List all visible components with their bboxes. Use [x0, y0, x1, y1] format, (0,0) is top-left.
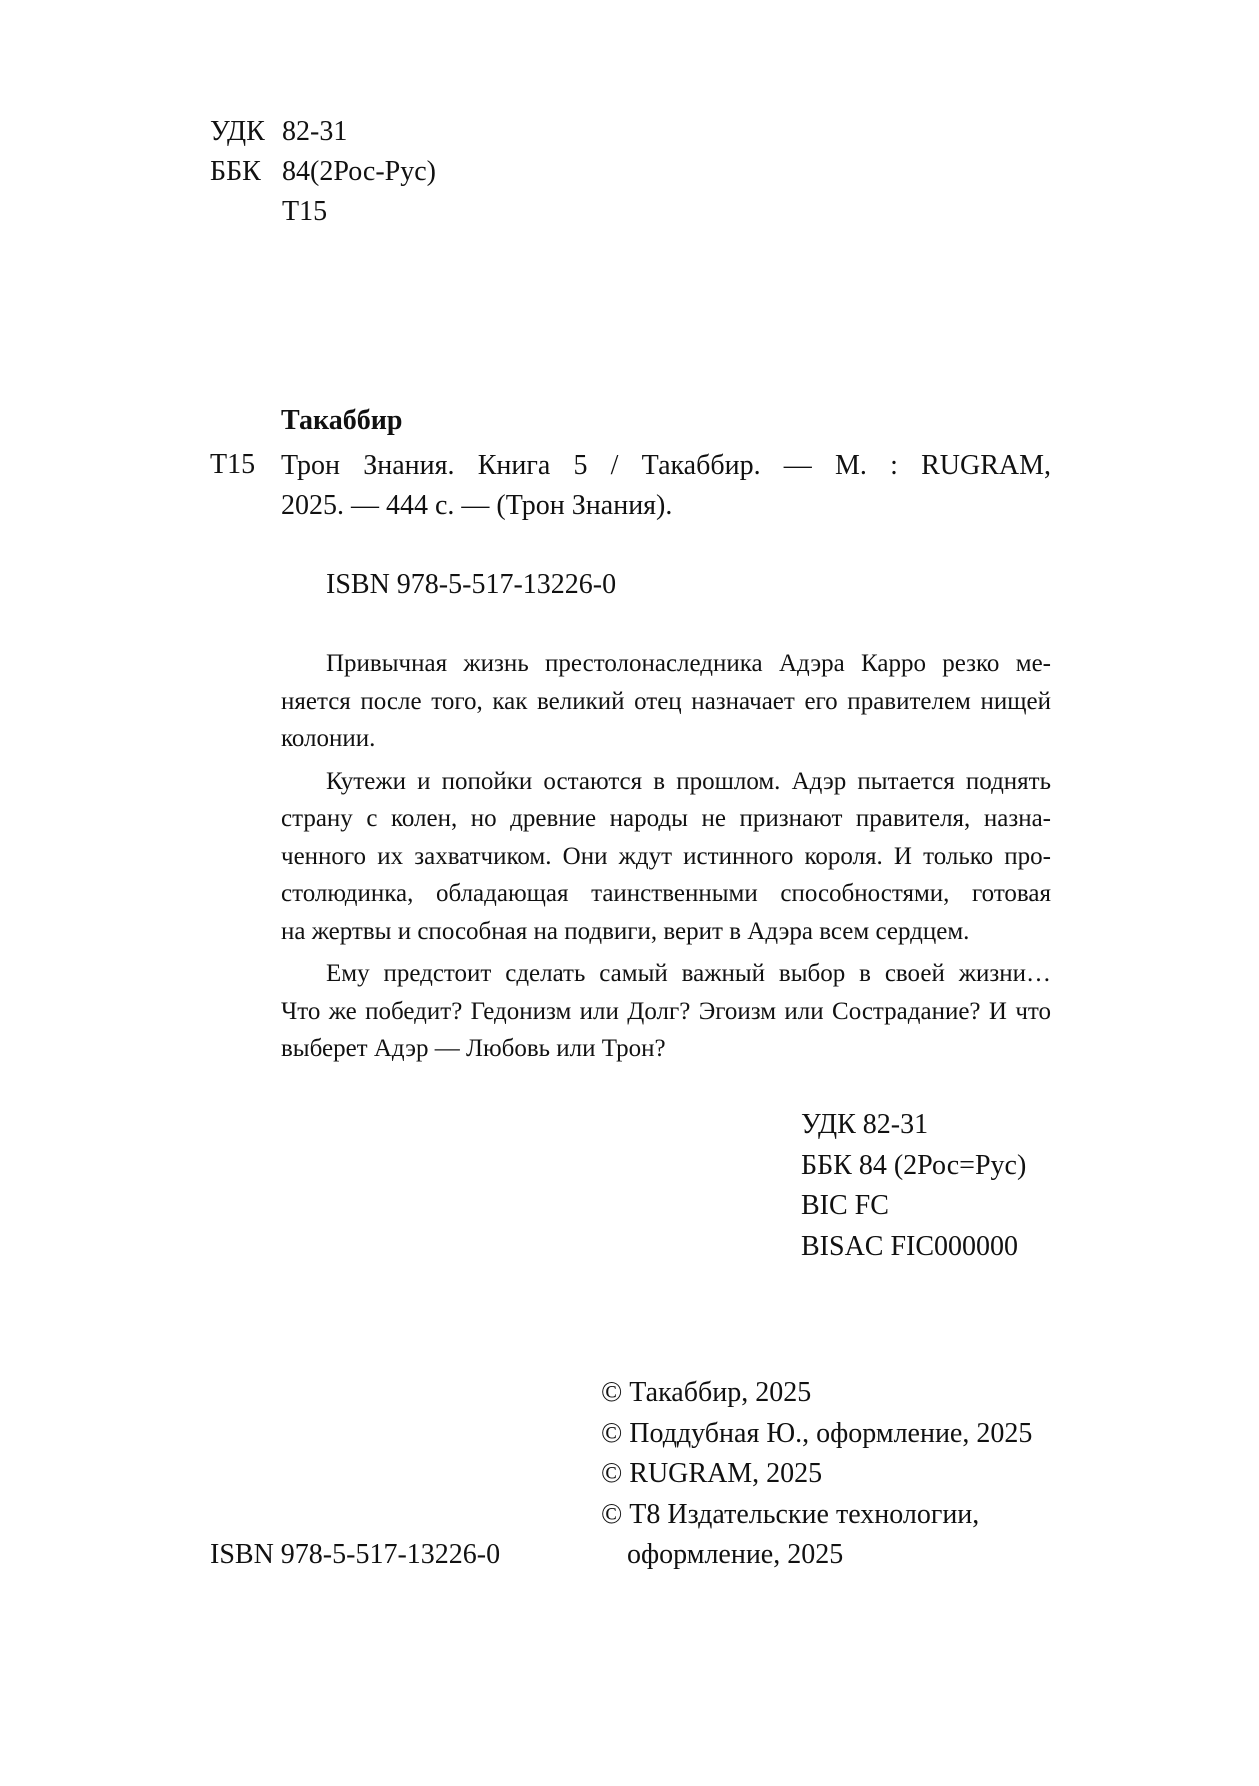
- bibliographic-record: [281, 446, 1051, 526]
- author-heading: Такаббир: [281, 405, 403, 436]
- classification-line: ББК 84 (2Рос=Рус): [801, 1149, 1027, 1181]
- annotation-line: столюдинка, обладающая таинственными способностями, готовая: [281, 880, 1051, 907]
- classification-value: 82-31: [282, 116, 348, 147]
- classification-line: УДК 82-31: [801, 1109, 929, 1140]
- bibliographic-line: 2025. — 444 с. — (Трон Знания).: [281, 490, 673, 521]
- copyright-line: © Такаббир, 2025: [601, 1377, 812, 1408]
- annotation-line: ченного их захватчиком. Они ждут истинного короля. И только про-: [281, 842, 1051, 870]
- copyright-line: © RUGRAM, 2025: [601, 1458, 823, 1489]
- classification-key: ББК: [210, 156, 261, 187]
- annotation-line: колонии.: [281, 725, 376, 752]
- classification-value: Т15: [282, 196, 328, 227]
- copyright-line: оформление, 2025: [627, 1539, 844, 1570]
- annotation-line: Что же победит? Гедонизм или Долг? Эгоизм или Сострадание? И что: [281, 997, 1051, 1025]
- annotation-line: выберет Адэр — Любовь или Трон?: [281, 1035, 666, 1062]
- annotation-line: няется после того, как великий отец назначает его правителем нищей: [281, 687, 1051, 715]
- classification-line: BIC FC: [801, 1190, 889, 1221]
- annotation-line: Ему предстоит сделать самый важный выбор в своей жизни…: [326, 960, 1051, 987]
- copyright-block: [601, 1373, 1032, 1576]
- classification-value: 84(2Рос-Рус): [282, 156, 436, 187]
- classification-row-bbk: [210, 153, 436, 193]
- annotation: [281, 645, 1051, 1068]
- bibliographic-line: Трон Знания. Книга 5 / Такаббир. — М. : RUGRAM,: [281, 450, 1051, 481]
- annotation-line: страну с колен, но древние народы не признают правителя, назна-: [281, 805, 1051, 832]
- annotation-paragraph: [281, 955, 1051, 1068]
- copyright-line: © Поддубная Ю., оформление, 2025: [601, 1417, 1033, 1449]
- annotation-paragraph: [281, 645, 1051, 758]
- classification-row-author-sign: [210, 193, 436, 233]
- isbn-bottom: ISBN 978-5-517-13226-0: [210, 1539, 501, 1570]
- classification-line: BISAC FIC000000: [801, 1230, 1019, 1262]
- annotation-line: на жертвы и способная на подвиги, верит в Адэра всем сердцем.: [281, 917, 970, 945]
- classification-key: УДК: [210, 116, 265, 147]
- classification-row-udk: [210, 113, 436, 153]
- bottom-classification: [801, 1105, 1026, 1267]
- annotation-paragraph: [281, 763, 1051, 951]
- top-classification: [210, 113, 436, 233]
- isbn-record: ISBN 978-5-517-13226-0: [326, 569, 617, 600]
- copyright-line: © Т8 Издательские технологии,: [601, 1498, 980, 1530]
- annotation-line: Кутежи и попойки остаются в прошлом. Адэр пытается поднять: [326, 767, 1051, 795]
- annotation-line: Привычная жизнь престолонаследника Адэра Карро резко ме-: [326, 650, 1051, 677]
- author-sign-code: Т15: [210, 449, 256, 480]
